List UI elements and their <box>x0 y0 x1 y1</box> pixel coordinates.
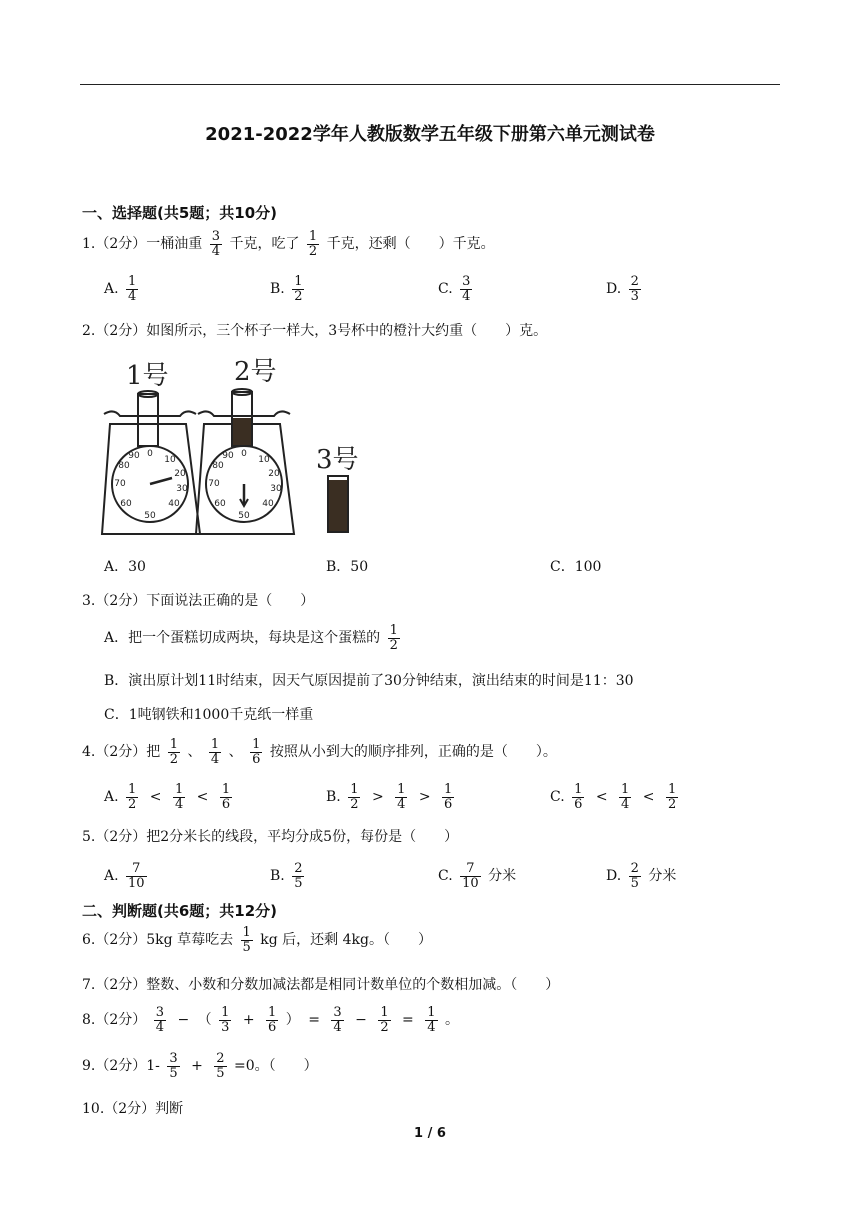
page-title: 2021-2022学年人教版数学五年级下册第六单元测试卷 <box>205 124 655 145</box>
q4-option-b[interactable]: B. $\frac{1}{2}$ > $\frac{1}{4}$ > $\frac{1}{6}$ <box>326 782 453 812</box>
fraction: $\frac{1}{2}$ <box>308 229 318 259</box>
svg-text:80: 80 <box>212 461 224 471</box>
q1-option-b[interactable]: B. $\frac{1}{2}$ <box>270 274 303 304</box>
svg-text:20: 20 <box>268 469 280 479</box>
question-8: 8.（2分） $\frac{3}{4}$ − （ $\frac{1}{3}$ + $\frac{1}{6}$ ） = $\frac{3}{4}$ − $\frac{1}{2}$ = $\frac{1}{4}$ 。 <box>82 1005 459 1035</box>
q5-option-d[interactable]: D. $\frac{2}{5}$ 分米 <box>606 861 677 891</box>
svg-text:0: 0 <box>241 449 247 459</box>
question-4: 4.（2分）把 $\frac{1}{2}$ 、 $\frac{1}{4}$ 、 $\frac{1}{6}$ 按照从小到大的顺序排列，正确的是（ ）。 <box>82 737 557 767</box>
svg-text:90: 90 <box>128 451 140 461</box>
q2-option-a[interactable]: A．30 <box>104 559 146 575</box>
q5-option-b[interactable]: B. $\frac{2}{5}$ <box>270 861 303 891</box>
cup-2-label: 2号 <box>234 357 277 387</box>
q5-option-c[interactable]: C. $\frac{7}{10}$ 分米 <box>438 861 517 891</box>
svg-text:40: 40 <box>168 499 180 509</box>
q2-option-b[interactable]: B．50 <box>326 559 369 575</box>
q1-text-mid: 千克，吃了 <box>229 236 300 253</box>
svg-text:70: 70 <box>208 479 220 489</box>
cup-1-label: 1号 <box>126 361 169 391</box>
q1-option-d[interactable]: D. $\frac{2}{3}$ <box>606 274 639 304</box>
question-2: 2.（2分）如图所示，三个杯子一样大，3号杯中的橙汁大约重（ ）克。 <box>82 323 548 339</box>
svg-text:40: 40 <box>262 499 274 509</box>
svg-text:10: 10 <box>164 455 176 465</box>
question-3: 3.（2分）下面说法正确的是（ ） <box>82 593 315 609</box>
question-5: 5.（2分）把2分米长的线段，平均分成5份，每份是（ ） <box>82 829 459 845</box>
svg-text:50: 50 <box>144 511 156 521</box>
q1-option-a[interactable]: A. $\frac{1}{4}$ <box>104 274 137 304</box>
page-number: 1 / 6 <box>414 1126 446 1141</box>
section-heading-judgement: 二、判断题(共6题；共12分) <box>82 902 278 920</box>
svg-text:20: 20 <box>174 469 186 479</box>
svg-text:80: 80 <box>118 461 130 471</box>
scale-figure <box>100 356 380 540</box>
svg-text:60: 60 <box>214 499 226 509</box>
q3-option-c[interactable]: C．1吨钢铁和1000千克纸一样重 <box>104 707 314 723</box>
q3-option-a[interactable]: A．把一个蛋糕切成两块，每块是这个蛋糕的 $\frac{1}{2}$ <box>104 623 398 653</box>
svg-text:50: 50 <box>238 511 250 521</box>
q1-option-c[interactable]: C. $\frac{3}{4}$ <box>438 274 471 304</box>
section-heading-choice: 一、选择题(共5题；共10分) <box>82 204 278 222</box>
header-rule <box>80 84 780 85</box>
q4-option-a[interactable]: A. $\frac{1}{2}$ < $\frac{1}{4}$ < $\frac{1}{6}$ <box>104 782 231 812</box>
question-7: 7.（2分）整数、小数和分数加减法都是相同计数单位的个数相加减。（ ） <box>82 977 560 993</box>
svg-text:10: 10 <box>258 455 270 465</box>
svg-text:0: 0 <box>147 449 153 459</box>
q4-option-c[interactable]: C. $\frac{1}{6}$ < $\frac{1}{4}$ < $\frac{1}{2}$ <box>550 782 677 812</box>
svg-text:70: 70 <box>114 479 126 489</box>
question-9: 9.（2分）1- $\frac{3}{5}$ + $\frac{2}{5}$ =0。（ ） <box>82 1051 318 1081</box>
q5-option-a[interactable]: A. $\frac{7}{10}$ <box>104 861 145 891</box>
q2-option-c[interactable]: C．100 <box>550 559 602 575</box>
q1-text-end: 千克，还剩（ ）千克。 <box>326 236 495 253</box>
cup-3-label: 3号 <box>316 445 359 475</box>
svg-text:60: 60 <box>120 499 132 509</box>
svg-text:30: 30 <box>270 484 282 494</box>
svg-text:30: 30 <box>176 484 188 494</box>
question-10: 10.（2分）判断 <box>82 1101 184 1117</box>
fraction: $\frac{3}{4}$ <box>211 229 220 259</box>
question-6: 6.（2分）5kg 草莓吃去 $\frac{1}{5}$ kg 后，还剩 4kg。（ ） <box>82 925 432 955</box>
cup-1-empty <box>138 394 158 446</box>
q3-option-b[interactable]: B．演出原计划11时结束，因天气原因提前了30分钟结束，演出结束的时间是11：30 <box>104 673 634 689</box>
svg-text:90: 90 <box>222 451 234 461</box>
q1-text-start: 1.（2分）一桶油重 <box>82 236 203 253</box>
question-1 <box>82 230 495 258</box>
